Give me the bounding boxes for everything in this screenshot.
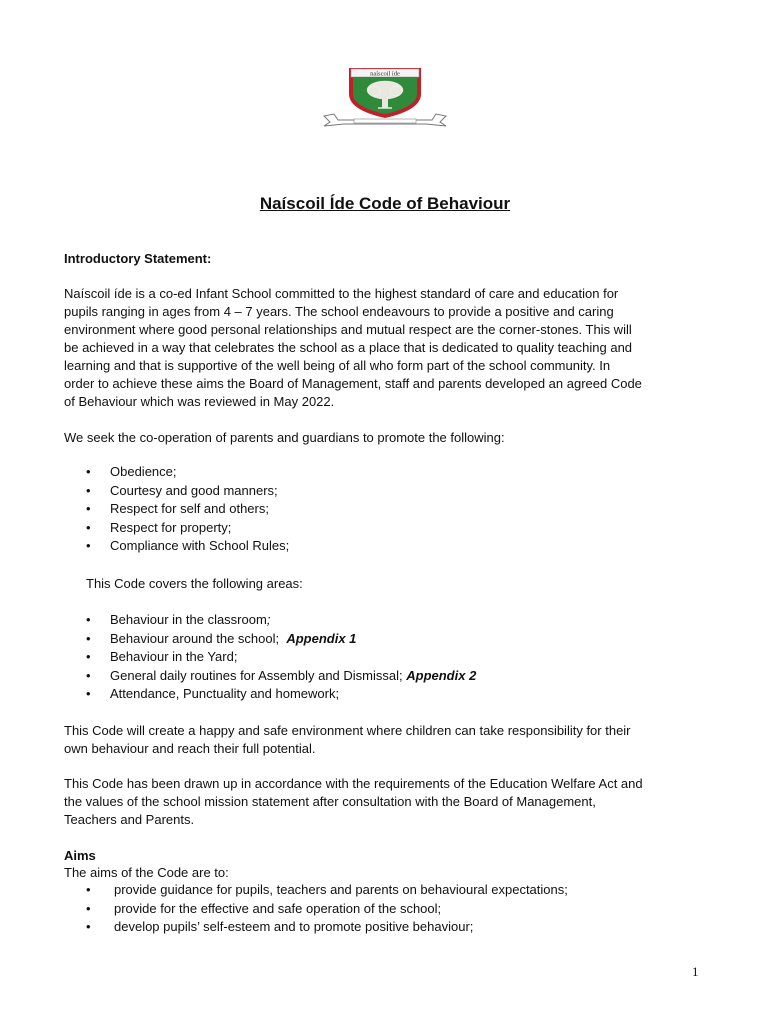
bullet-icon: • [86,464,91,479]
crest-banner-text: naíscoil íde [370,70,400,78]
bullet-icon: • [86,482,91,498]
drawn-up-paragraph [64,775,704,829]
list-item: • Obedience; [86,464,177,479]
intro-line: environment where good personal relationships and mutual respect are the corner-stones. This will [64,322,632,337]
covers-intro: This Code covers the following areas: [86,576,303,591]
intro-line: of Behaviour which was reviewed in May 2022. [64,394,335,409]
list-item: • Respect for property; [86,519,232,535]
intro-line: order to achieve these aims the Board of Management, staff and parents developed an agreed Code [64,376,642,391]
paragraph-line: This Code will create a happy and safe environment where children can take responsibility for their [64,723,631,738]
bullet-icon: • [86,649,91,664]
intro-paragraph [64,285,704,411]
paragraph-line: the values of the school mission statement after consultation with the Board of Management, [64,794,596,809]
bullet-icon: • [86,612,91,627]
paragraph-line: Teachers and Parents. [64,812,195,827]
list-item: • provide for the effective and safe operation of the school; [86,900,442,916]
bullet-icon: • [86,882,91,897]
school-crest-logo [322,64,448,128]
list-item: • Behaviour in the classroom; [86,612,271,627]
list-item: • Attendance, Punctuality and homework; [86,686,340,701]
list-item: • Behaviour around the school; Appendix 1 [86,630,357,646]
list-item: • Behaviour in the Yard; [86,649,238,664]
paragraph-line: This Code has been drawn up in accordance with the requirements of the Education Welfare Act and [64,776,643,791]
bullet-icon: • [86,900,91,916]
cooperation-sentence: We seek the co-operation of parents and guardians to promote the following: [64,430,505,445]
appendix-reference: Appendix 1 [286,630,357,646]
list-item: • Courtesy and good manners; [86,482,278,498]
bullet-icon: • [86,519,91,535]
promote-list [86,463,289,556]
intro-line: be achieved in a way that celebrates the school as a place that is dedicated to quality teaching and [64,340,633,355]
bullet-icon: • [86,686,91,701]
happy-paragraph [64,722,704,758]
intro-line: learning and that is supportive of the well being of all who form part of the school community. In [64,358,611,373]
bullet-icon: • [86,667,91,683]
bullet-icon: • [86,919,91,934]
bullet-icon: • [86,538,91,553]
bullet-icon: • [86,630,91,646]
page-title: Naíscoil Íde Code of Behaviour [259,194,511,213]
list-item: • General daily routines for Assembly and Dismissal; Appendix 2 [86,667,477,683]
paragraph-line: own behaviour and reach their full potential. [64,741,316,756]
aims-intro: The aims of the Code are to: [64,865,229,880]
aims-heading: Aims [64,848,96,863]
list-item: • Compliance with School Rules; [86,538,290,553]
intro-heading: Introductory Statement: [64,251,212,266]
aims-list [86,881,568,937]
intro-line: Naíscoil íde is a co-ed Infant School committed to the highest standard of care and education for [64,286,619,301]
areas-list [86,611,476,704]
list-item: • develop pupils’ self-esteem and to promote positive behaviour; [86,919,474,934]
appendix-reference: Appendix 2 [406,667,477,683]
intro-line: pupils ranging in ages from 4 – 7 years. The school endeavours to provide a positive and caring [64,304,614,319]
list-item: • Respect for self and others; [86,501,269,516]
list-item: • provide guidance for pupils, teachers and parents on behavioural expectations; [86,882,568,897]
bullet-icon: • [86,501,91,516]
page-number: 1 [692,964,699,979]
